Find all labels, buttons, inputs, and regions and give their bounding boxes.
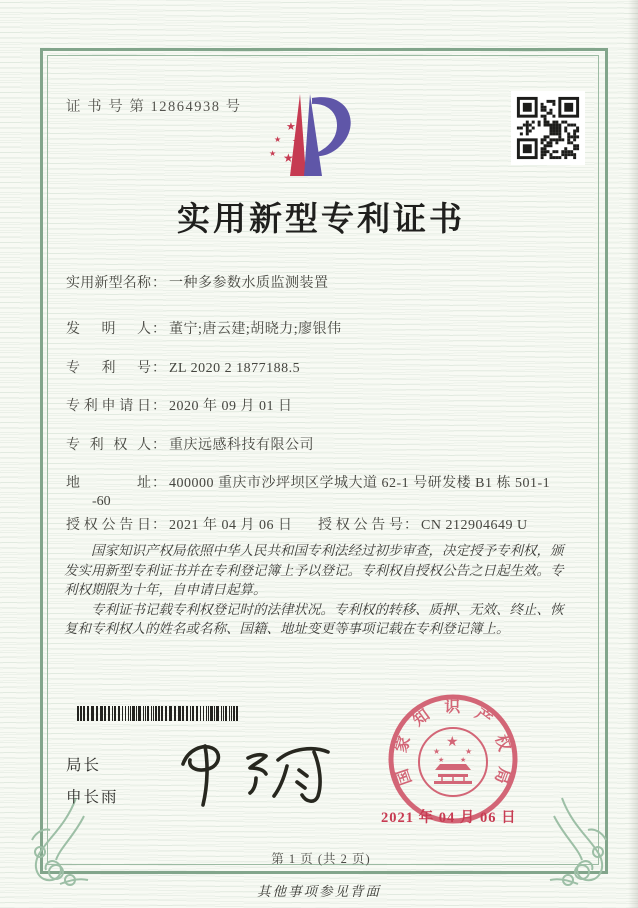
certificate-number: 证 书 号 第 12864938 号	[66, 99, 242, 115]
logo-star-icon: ★	[269, 149, 277, 158]
field-label: 地址	[66, 476, 151, 491]
svg-text:★: ★	[433, 747, 441, 756]
back-side-note: 其他事项参见背面	[257, 884, 381, 899]
scan-edge-shadow	[628, 0, 638, 908]
national-emblem-icon	[419, 728, 487, 796]
field-colon: ：	[152, 399, 166, 414]
svg-text:★: ★	[460, 756, 467, 764]
svg-text:★: ★	[446, 735, 459, 750]
field-label: 专利权人	[66, 438, 151, 453]
logo-star-icon: ★	[283, 151, 294, 165]
field-label: 专利号	[66, 361, 151, 376]
field-grant-number	[318, 516, 528, 536]
field-label: 专利申请日	[66, 399, 151, 414]
field-row-patentee	[66, 436, 591, 456]
barcode	[77, 706, 243, 721]
legal-text	[64, 541, 576, 639]
field-value: CN 212904649 U	[421, 518, 528, 533]
field-colon: ：	[152, 438, 166, 453]
page-number: 第 1 页 (共 2 页)	[271, 852, 371, 866]
field-row-address	[66, 474, 591, 494]
field-row-model-name	[66, 274, 591, 294]
field-value: 2021 年 04 月 06 日	[169, 518, 293, 533]
field-colon: ：	[152, 361, 166, 376]
legal-paragraph-2: 专利证书记载专利权登记时的法律状况。专利权的转移、质押、无效、终止、恢复和专利权人的姓名或名称、国籍、地址变更等事项记载在专利登记簿上。	[64, 601, 564, 636]
corner-flourish-bottom-right	[548, 796, 612, 888]
field-colon: ：	[152, 518, 166, 533]
field-row-inventors	[66, 320, 591, 340]
field-value: 400000 重庆市沙坪坝区学城大道 62-1 号研发楼 B1 栋 501-1	[169, 476, 551, 491]
field-row-grant	[66, 516, 591, 536]
logo-star-icon: ★	[286, 121, 296, 133]
logo-star-icon: ★	[292, 136, 301, 146]
cnipa-logo-icon	[266, 90, 356, 182]
field-value: 重庆远感科技有限公司	[169, 438, 314, 453]
field-label: 授权公告号	[318, 518, 403, 533]
field-label: 授权公告日	[66, 518, 151, 533]
signature-script	[168, 722, 338, 822]
commissioner-title: 局长	[66, 757, 102, 774]
certificate-title: 实用新型专利证书	[177, 202, 465, 238]
legal-paragraph-1: 国家知识产权局依照中华人民共和国专利法经过初步审查，决定授予专利权，颁发实用新型专利证书并在专利登记簿上予以登记。专利权自授权公告之日起生效。专利权期限为十年，自申请日起算。	[64, 543, 564, 597]
field-label: 实用新型名称	[66, 276, 151, 291]
field-colon: ：	[404, 518, 418, 533]
logo-star-icon: ★	[274, 135, 282, 144]
svg-text:★: ★	[438, 756, 445, 764]
seal-ring-text: 国家知识产权局	[393, 698, 514, 788]
field-colon: ：	[152, 476, 166, 491]
qr-code	[508, 91, 588, 165]
commissioner-name: 申长雨	[66, 789, 119, 806]
commissioner-block	[66, 750, 119, 814]
field-value: 2020 年 09 月 01 日	[169, 399, 293, 414]
field-label: 发明人	[66, 322, 151, 337]
field-row-filing-date	[66, 397, 591, 417]
seal-date: 2021 年 04 月 06 日	[381, 810, 517, 826]
field-value: ZL 2020 2 1877188.5	[169, 361, 301, 376]
field-value: 董宁;唐云建;胡晓力;廖银伟	[169, 322, 342, 337]
field-colon: ：	[152, 276, 166, 291]
field-colon: ：	[152, 322, 166, 337]
field-address-line2: -60	[92, 494, 111, 509]
svg-text:★: ★	[465, 747, 473, 756]
field-row-patent-number	[66, 359, 591, 379]
field-value: 一种多参数水质监测装置	[169, 276, 329, 291]
